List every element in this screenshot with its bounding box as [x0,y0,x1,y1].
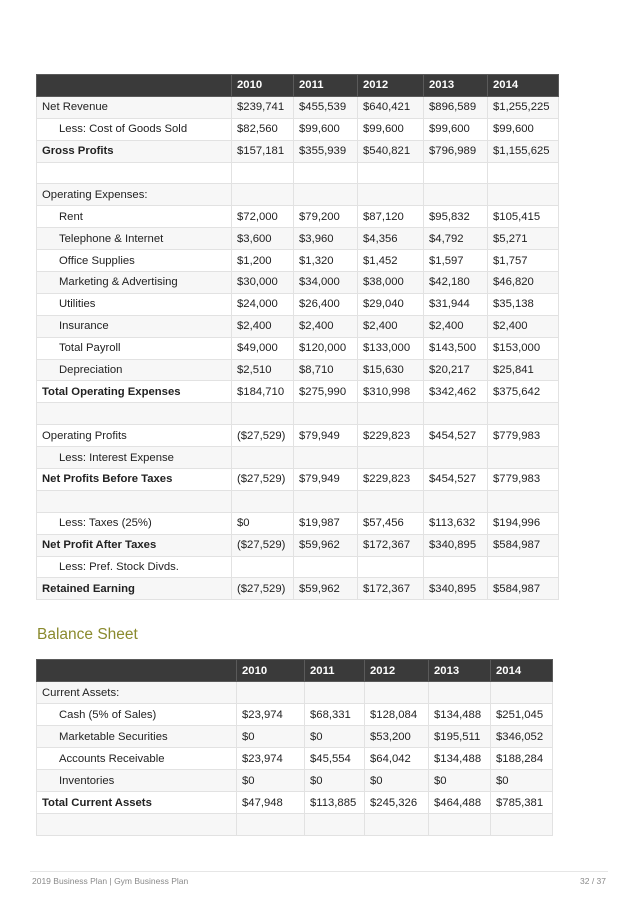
value-cell [237,814,305,836]
value-cell: $1,320 [294,250,358,272]
value-cell: $464,488 [429,792,491,814]
table-row [37,184,559,206]
value-cell: $99,600 [294,118,358,140]
value-cell [424,447,488,469]
value-cell: $346,052 [491,726,553,748]
value-cell [365,682,429,704]
value-cell: $57,456 [358,512,424,534]
value-cell: $23,974 [237,704,305,726]
value-cell: $1,452 [358,250,424,272]
value-cell: $24,000 [232,293,294,315]
header-year: 2011 [305,660,365,682]
value-cell: $640,421 [358,96,424,118]
value-cell: $0 [491,770,553,792]
value-cell [488,184,559,206]
value-cell: $3,960 [294,228,358,250]
table-row [37,748,553,770]
table-row [37,403,559,425]
row-label: Cash (5% of Sales) [37,704,237,726]
value-cell [488,447,559,469]
value-cell [294,184,358,206]
value-cell [429,682,491,704]
value-cell: $2,400 [488,315,559,337]
value-cell: $82,560 [232,118,294,140]
value-cell: $153,000 [488,337,559,359]
value-cell: $172,367 [358,534,424,556]
value-cell: $584,987 [488,534,559,556]
row-label [37,814,237,836]
table-row [37,293,559,315]
table-row [37,250,559,272]
value-cell: $340,895 [424,534,488,556]
value-cell: $87,120 [358,206,424,228]
value-cell: ($27,529) [232,534,294,556]
table-row [37,704,553,726]
row-label: Office Supplies [37,250,232,272]
value-cell: $0 [232,512,294,534]
value-cell: $95,832 [424,206,488,228]
value-cell: $796,989 [424,140,488,162]
value-cell: $239,741 [232,96,294,118]
value-cell [294,556,358,578]
header-year: 2012 [365,660,429,682]
row-label: Telephone & Internet [37,228,232,250]
value-cell: $1,200 [232,250,294,272]
value-cell: $251,045 [491,704,553,726]
value-cell: $355,939 [294,140,358,162]
value-cell: $128,084 [365,704,429,726]
balance-sheet-table [36,659,553,836]
row-label: Marketing & Advertising [37,272,232,294]
value-cell: $79,949 [294,425,358,447]
value-cell: $3,600 [232,228,294,250]
value-cell [365,814,429,836]
income-statement-header-row [37,75,559,97]
table-row [37,381,559,403]
table-row [37,425,559,447]
row-label: Less: Interest Expense [37,447,232,469]
value-cell: $64,042 [365,748,429,770]
header-year: 2011 [294,75,358,97]
value-cell: $0 [305,726,365,748]
value-cell [305,682,365,704]
value-cell: $779,983 [488,425,559,447]
value-cell: $20,217 [424,359,488,381]
value-cell [232,490,294,512]
balance-sheet-body [37,682,553,836]
value-cell: $143,500 [424,337,488,359]
footer-page-number: 32 / 37 [580,876,606,886]
value-cell: $896,589 [424,96,488,118]
value-cell: $8,710 [294,359,358,381]
value-cell: $540,821 [358,140,424,162]
table-row [37,337,559,359]
row-label: Less: Pref. Stock Divds. [37,556,232,578]
table-row [37,726,553,748]
value-cell: $2,400 [358,315,424,337]
value-cell: $4,792 [424,228,488,250]
value-cell: $188,284 [491,748,553,770]
row-label: Marketable Securities [37,726,237,748]
value-cell: $1,155,625 [488,140,559,162]
value-cell: $30,000 [232,272,294,294]
value-cell: $133,000 [358,337,424,359]
value-cell: $779,983 [488,469,559,491]
value-cell: $23,974 [237,748,305,770]
value-cell: $229,823 [358,469,424,491]
row-label: Total Payroll [37,337,232,359]
value-cell: $454,527 [424,425,488,447]
value-cell: $25,841 [488,359,559,381]
value-cell: $0 [429,770,491,792]
row-label: Rent [37,206,232,228]
footer-document-title: 2019 Business Plan | Gym Business Plan [32,876,189,886]
value-cell: $120,000 [294,337,358,359]
value-cell: $1,597 [424,250,488,272]
row-label: Inventories [37,770,237,792]
table-row [37,162,559,184]
value-cell [491,682,553,704]
table-row [37,578,559,600]
value-cell: $46,820 [488,272,559,294]
header-label-cell [37,660,237,682]
value-cell [237,682,305,704]
value-cell: $0 [365,770,429,792]
value-cell: $342,462 [424,381,488,403]
value-cell: $99,600 [488,118,559,140]
header-year: 2010 [232,75,294,97]
row-label: Operating Profits [37,425,232,447]
value-cell: $195,511 [429,726,491,748]
value-cell [305,814,365,836]
value-cell [488,556,559,578]
value-cell: $31,944 [424,293,488,315]
row-label: Current Assets: [37,682,237,704]
value-cell [232,556,294,578]
value-cell: $113,632 [424,512,488,534]
value-cell: $134,488 [429,748,491,770]
value-cell: $0 [305,770,365,792]
value-cell: $53,200 [365,726,429,748]
value-cell: $35,138 [488,293,559,315]
value-cell [294,447,358,469]
value-cell: ($27,529) [232,425,294,447]
value-cell [424,403,488,425]
value-cell: $72,000 [232,206,294,228]
value-cell: $184,710 [232,381,294,403]
balance-sheet-title: Balance Sheet [37,626,138,643]
value-cell: $26,400 [294,293,358,315]
row-label: Insurance [37,315,232,337]
value-cell: $59,962 [294,578,358,600]
row-label: Less: Taxes (25%) [37,512,232,534]
value-cell [294,490,358,512]
value-cell: $310,998 [358,381,424,403]
table-row [37,770,553,792]
value-cell: $45,554 [305,748,365,770]
table-row [37,556,559,578]
value-cell: $38,000 [358,272,424,294]
value-cell: $34,000 [294,272,358,294]
header-year: 2014 [488,75,559,97]
value-cell [358,447,424,469]
balance-sheet-header-row [37,660,553,682]
value-cell [358,184,424,206]
value-cell: $340,895 [424,578,488,600]
table-row [37,512,559,534]
value-cell: $79,200 [294,206,358,228]
row-label: Total Operating Expenses [37,381,232,403]
value-cell: $785,381 [491,792,553,814]
value-cell: $229,823 [358,425,424,447]
table-row [37,814,553,836]
row-label: Less: Cost of Goods Sold [37,118,232,140]
value-cell: $2,510 [232,359,294,381]
table-row [37,447,559,469]
value-cell [424,162,488,184]
income-statement-table [36,74,559,600]
value-cell: $42,180 [424,272,488,294]
value-cell: $105,415 [488,206,559,228]
value-cell: $157,181 [232,140,294,162]
table-row [37,359,559,381]
value-cell: $2,400 [232,315,294,337]
value-cell: ($27,529) [232,578,294,600]
value-cell: $1,255,225 [488,96,559,118]
value-cell: $59,962 [294,534,358,556]
value-cell [424,184,488,206]
value-cell: $99,600 [424,118,488,140]
value-cell: $275,990 [294,381,358,403]
row-label: Net Revenue [37,96,232,118]
value-cell [358,162,424,184]
value-cell: $113,885 [305,792,365,814]
value-cell: $454,527 [424,469,488,491]
value-cell: $2,400 [294,315,358,337]
value-cell: $19,987 [294,512,358,534]
value-cell: $584,987 [488,578,559,600]
row-label: Total Current Assets [37,792,237,814]
header-year: 2014 [491,660,553,682]
header-year: 2012 [358,75,424,97]
value-cell [491,814,553,836]
table-row [37,96,559,118]
table-row [37,228,559,250]
table-row [37,490,559,512]
row-label: Gross Profits [37,140,232,162]
table-row [37,272,559,294]
value-cell [294,162,358,184]
value-cell: $4,356 [358,228,424,250]
table-row [37,682,553,704]
row-label: Depreciation [37,359,232,381]
value-cell [424,556,488,578]
value-cell: $79,949 [294,469,358,491]
table-row [37,140,559,162]
value-cell [488,403,559,425]
value-cell: $0 [237,726,305,748]
value-cell [488,490,559,512]
value-cell [232,184,294,206]
value-cell [358,556,424,578]
value-cell [232,162,294,184]
value-cell: $47,948 [237,792,305,814]
value-cell: $455,539 [294,96,358,118]
row-label: Utilities [37,293,232,315]
value-cell: $99,600 [358,118,424,140]
value-cell [232,447,294,469]
row-label [37,403,232,425]
value-cell: ($27,529) [232,469,294,491]
value-cell: $68,331 [305,704,365,726]
footer-divider [30,871,608,872]
header-year: 2013 [424,75,488,97]
value-cell [429,814,491,836]
row-label: Net Profits Before Taxes [37,469,232,491]
header-label-cell [37,75,232,97]
value-cell: $194,996 [488,512,559,534]
value-cell: $29,040 [358,293,424,315]
header-year: 2013 [429,660,491,682]
row-label: Net Profit After Taxes [37,534,232,556]
value-cell: $15,630 [358,359,424,381]
row-label: Accounts Receivable [37,748,237,770]
value-cell [232,403,294,425]
value-cell: $0 [237,770,305,792]
value-cell: $134,488 [429,704,491,726]
row-label: Retained Earning [37,578,232,600]
value-cell [358,403,424,425]
row-label [37,490,232,512]
value-cell: $49,000 [232,337,294,359]
value-cell: $2,400 [424,315,488,337]
row-label [37,162,232,184]
value-cell: $172,367 [358,578,424,600]
value-cell [294,403,358,425]
table-row [37,792,553,814]
row-label: Operating Expenses: [37,184,232,206]
value-cell [488,162,559,184]
value-cell: $1,757 [488,250,559,272]
value-cell: $245,326 [365,792,429,814]
value-cell [424,490,488,512]
table-row [37,469,559,491]
table-row [37,206,559,228]
table-row [37,118,559,140]
value-cell: $375,642 [488,381,559,403]
value-cell: $5,271 [488,228,559,250]
header-year: 2010 [237,660,305,682]
income-statement-body [37,96,559,599]
table-row [37,534,559,556]
table-row [37,315,559,337]
value-cell [358,490,424,512]
